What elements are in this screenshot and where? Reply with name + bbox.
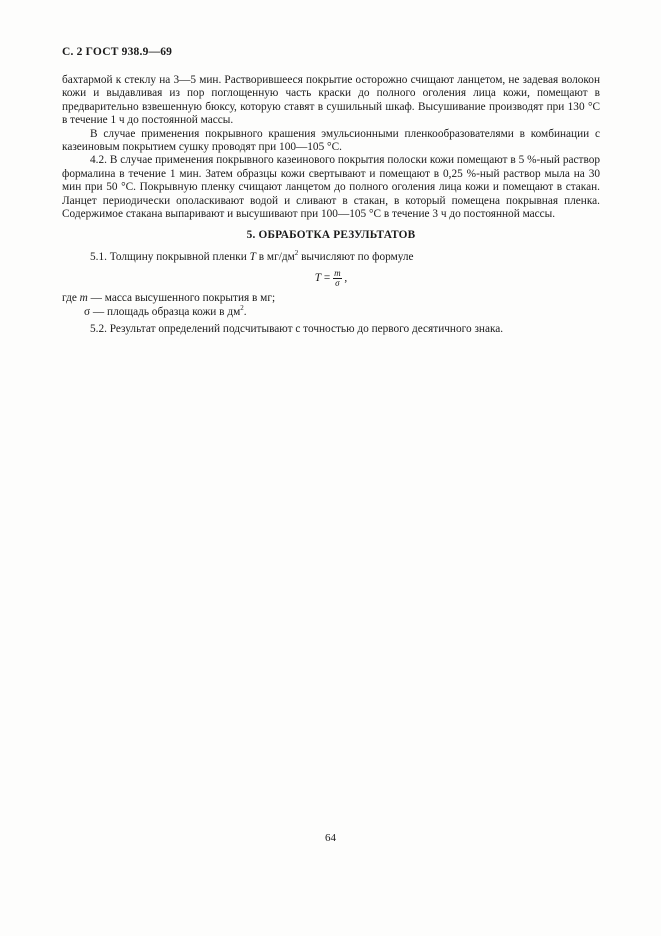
definition-sigma-text: — площадь образца кожи в дм bbox=[90, 305, 241, 318]
definition-sigma-variable: σ bbox=[84, 305, 91, 318]
item-5-1-unit-exponent: 2 bbox=[294, 249, 299, 258]
paragraph-continuation: бахтармой к стеклу на 3—5 мин. Растворившееся покрытие осторожно счищают ланцетом, не задевая волокон кожи и выдавливая из пор поглощенную часть краски до полного оголения лица кожи, помещают в предварительно взвешенную бюксу, которую ставят в сушильный шкаф. Высушивание производят при 130 °С в течение 1 ч до постоянной массы. bbox=[62, 74, 600, 127]
definition-m bbox=[62, 292, 600, 305]
formula-tail: , bbox=[341, 272, 348, 285]
formula-equals: = bbox=[321, 272, 334, 285]
formula-lhs: T bbox=[314, 272, 322, 285]
definition-m-variable: m bbox=[79, 292, 88, 305]
item-5-1-variable: T bbox=[249, 250, 256, 263]
formula bbox=[62, 269, 600, 288]
page-number: 64 bbox=[325, 832, 336, 844]
paragraph-5-2: 5.2. Результат определений подсчитывают с точностью до первого десятичного знака. bbox=[90, 323, 504, 336]
paragraph-5-1 bbox=[62, 251, 600, 264]
paragraph-emulsion: В случае применения покрывного крашения эмульсионными пленкообразователями в комбинации с казеиновым покрытием сушку проводят при 100—105 °С. bbox=[62, 127, 600, 154]
definition-prefix: где bbox=[62, 292, 80, 305]
item-5-1-unit: в мг/дм bbox=[255, 250, 295, 263]
definition-m-text: — масса высушенного покрытия в мг; bbox=[87, 292, 276, 305]
page-header: С. 2 ГОСТ 938.9—69 bbox=[62, 46, 173, 58]
definition-sigma-exponent: 2 bbox=[240, 303, 244, 312]
definition-sigma bbox=[62, 303, 600, 319]
item-5-1-prefix: 5.1. Толщину покрывной пленки bbox=[90, 250, 250, 263]
document-body bbox=[62, 74, 600, 337]
formula-denominator: σ bbox=[335, 278, 340, 289]
paragraph-4-2: 4.2. В случае применения покрывного казеинового покрытия полоски кожи помещают в 5 %-ный раствор формалина в течение 1 мин. Затем образцы кожи свертывают и помещают в 0,25 %-ный раствор мыла на 30 мин при 50 °С. Покрывную пленку счищают ланцетом до полного оголения лица кожи и помещают в стакан. Ланцет периодически ополаскивают водой и сливают в стакан, в который помещена покрывная пленка. Содержимое стакана выпаривают и высушивают при 100—105 °С в течение 3 ч до постоянной массы. bbox=[62, 154, 600, 221]
formula-numerator: m bbox=[334, 268, 341, 279]
formula-fraction bbox=[333, 269, 342, 288]
item-5-1-suffix: вычисляют по формуле bbox=[298, 250, 414, 263]
section-5-title: 5. ОБРАБОТКА РЕЗУЛЬТАТОВ bbox=[246, 229, 416, 242]
definition-sigma-tail: . bbox=[243, 305, 247, 318]
